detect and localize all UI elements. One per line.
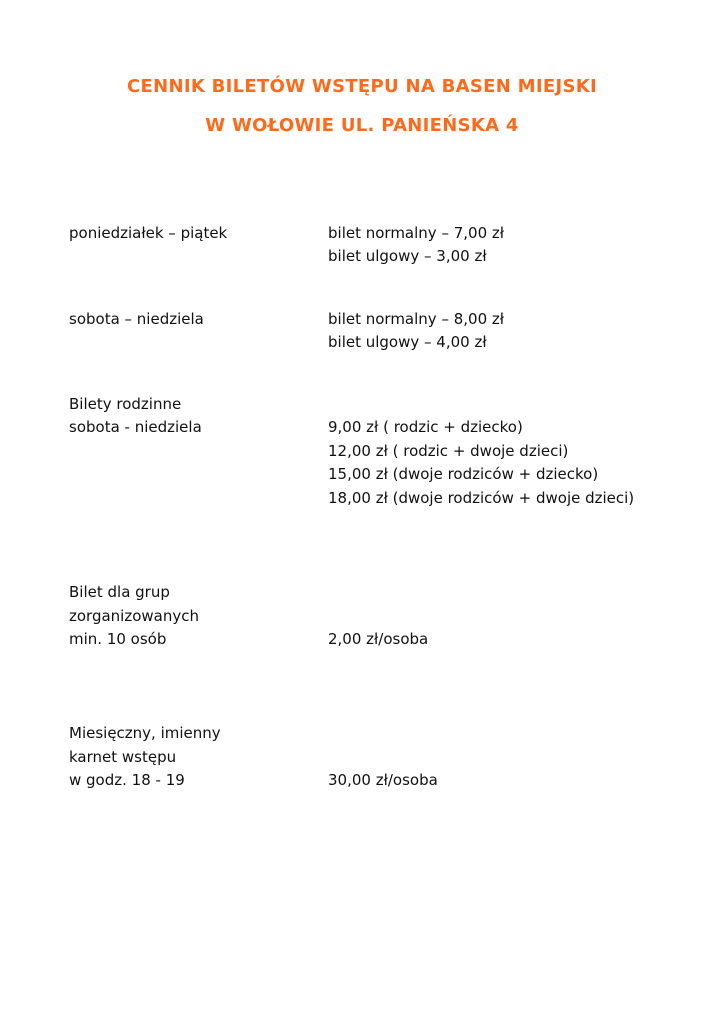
- section-weekday-label: poniedziałek – piątek: [69, 224, 228, 242]
- section-family-price-2: 12,00 zł ( rodzic + dwoje dzieci): [328, 442, 569, 460]
- document-title-line-1: CENNIK BILETÓW WSTĘPU NA BASEN MIEJSKI: [126, 76, 597, 97]
- section-family-label-line-1: Bilety rodzinne: [69, 395, 182, 413]
- section-weekend-label: sobota – niedziela: [69, 310, 204, 328]
- section-group-label-line-3: min. 10 osób: [69, 630, 167, 648]
- section-monthly-price: 30,00 zł/osoba: [328, 771, 438, 789]
- section-family-price-1: 9,00 zł ( rodzic + dziecko): [328, 418, 523, 436]
- section-family-label-line-2: sobota - niedziela: [69, 418, 202, 436]
- section-group-price: 2,00 zł/osoba: [328, 630, 429, 648]
- section-monthly-label-line-3: w godz. 18 - 19: [69, 771, 185, 789]
- section-monthly-label-line-2: karnet wstępu: [69, 748, 177, 766]
- section-weekday-price-normal: bilet normalny – 7,00 zł: [328, 224, 505, 242]
- section-weekend-price-normal: bilet normalny – 8,00 zł: [328, 310, 505, 328]
- section-family-price-4: 18,00 zł (dwoje rodziców + dwoje dzieci): [328, 489, 635, 507]
- section-group-label-line-1: Bilet dla grup: [69, 583, 170, 601]
- section-weekday-price-reduced: bilet ulgowy – 3,00 zł: [328, 247, 487, 265]
- section-monthly-label-line-1: Miesięczny, imienny: [69, 724, 221, 742]
- section-family-price-3: 15,00 zł (dwoje rodziców + dziecko): [328, 465, 599, 483]
- section-group-label-line-2: zorganizowanych: [69, 607, 199, 625]
- section-weekend-price-reduced: bilet ulgowy – 4,00 zł: [328, 333, 487, 351]
- document-title-line-2: W WOŁOWIE UL. PANIEŃSKA 4: [205, 115, 519, 136]
